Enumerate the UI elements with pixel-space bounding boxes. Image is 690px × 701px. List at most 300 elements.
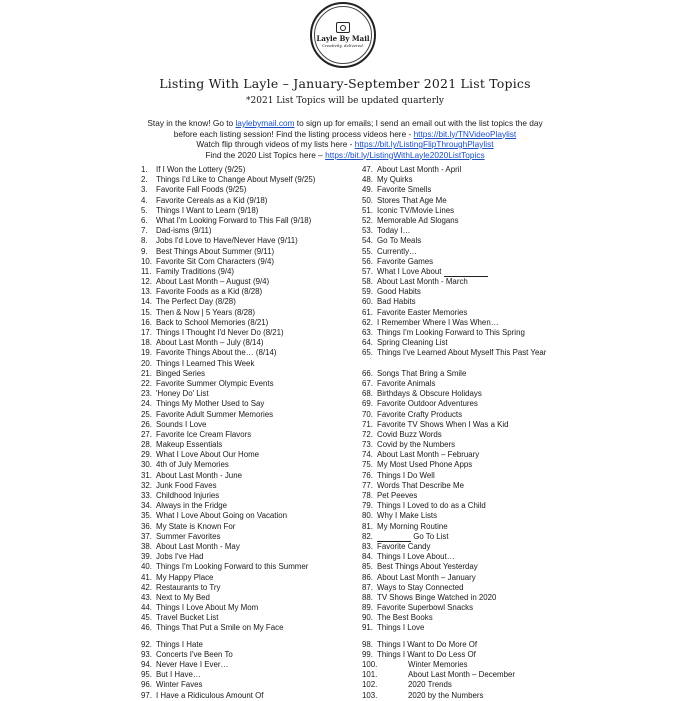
process-videos-link[interactable]: https://bit.ly/TNVideoPlaylist [413,128,517,139]
list-item [362,522,577,532]
list-item-number: 37. [141,531,152,541]
list-item-number: 63. [362,328,373,337]
list-item-number: 54. [362,236,373,246]
list-item-number: 88. [362,592,373,602]
list-item-number: 67. [362,378,373,388]
list-item [362,623,577,633]
list-item-number: 68. [362,389,373,399]
list-item-text: 'Honey Do' List [156,389,209,399]
flip-through-link[interactable]: https://bit.ly/ListingFlipThroughPlaylist [354,139,494,149]
list-item [141,603,356,613]
list-item-text: Bad Habits [377,297,416,307]
list-item-text: 4th of July Memories [156,460,229,470]
list-item [362,247,577,257]
list-item [362,650,577,660]
list-item [362,410,577,420]
list-item [141,542,356,552]
list-item-text-wrap [156,573,356,583]
list-item-text-wrap [377,583,577,593]
list-item-text: I Remember Where I Was When… [377,317,499,327]
list-item-text-wrap [377,511,577,521]
list-item-number: 59. [362,287,373,297]
list-item-text: About Last Month - March [377,277,468,287]
list-item [362,691,577,701]
logo-ring [314,6,372,64]
list-item [362,318,577,328]
list-item-number: 34. [141,501,152,511]
list-item-text-wrap [377,236,577,246]
list-item [362,185,577,195]
list-item-number: 90. [362,613,373,623]
list-item-number: 53. [362,226,373,236]
list-item-number: 64. [362,338,373,348]
list-item-text: Never Have I Ever… [156,660,229,669]
list-item-number: 82. [362,531,373,541]
list-item-number: 57. [362,266,373,276]
list-item-number: 74. [362,450,373,460]
list-item-text: Favorite Games [377,256,434,266]
list-item-text-wrap [156,328,356,338]
list-item-text: Concerts I've Been To [156,649,233,659]
list-item-number: 38. [141,541,152,551]
list-item-text: Winter Faves [156,680,203,690]
list-item-text: Favorite Fall Foods (9/25) [156,185,247,195]
intro-text-1b: to sign up for emails; I send an email out with the list topics the day [294,118,543,128]
intro-text-4a: Find the 2020 List Topics here – [205,149,326,160]
list-item-text: About Last Month - May [156,541,240,551]
list-item [362,670,577,680]
list-item-text: Iconic TV/Movie Lines [377,205,455,215]
list-item-number: 48. [362,175,373,185]
list-item [362,552,577,562]
list-item [362,440,577,450]
list-item-text-wrap [377,562,577,572]
list-item-text: Things I Want to Do More Of [377,639,478,649]
list-item-text: Covid Buzz Words [377,429,442,439]
list-item-text-wrap [377,206,577,216]
list-item-number: 42. [141,582,152,592]
list-item [141,196,356,206]
list-item-text: Things I'd Like to Change About Myself (9/25) [156,175,316,185]
list-item [362,481,577,491]
list-item [362,491,577,501]
list-item-text-wrap [377,297,577,307]
list-item [362,206,577,216]
list-item-text: Favorite Outdoor Adventures [377,399,478,409]
list-item-text-wrap [156,640,356,650]
list-item [141,481,356,491]
list-item-text-wrap [377,287,577,297]
list-item-text: Ways to Stay Connected [377,582,464,592]
list-item-text: Things I've Learned About Myself This Past Year [377,348,547,358]
list-item-number: 40. [141,562,152,572]
list-item-text-wrap [377,552,577,562]
list-item-text: Things I Loved to do as a Child [377,501,486,511]
list-item-number: 46. [141,623,152,633]
list-item-number: 71. [362,419,373,429]
list-item-number: 66. [362,368,373,378]
list-item [141,623,356,633]
list-item-text: Back to School Memories (8/21) [156,317,269,327]
list-item-text-wrap [377,410,577,420]
list-item-number: 84. [362,552,373,562]
list-item-number: 69. [362,399,373,409]
list-item-text: Go To List [411,531,449,541]
list-item-text-wrap [377,420,577,430]
intro-line-4 [0,150,690,161]
list-item-number: 77. [362,480,373,490]
list-item-text-wrap [156,338,356,348]
list-item-text-wrap [156,348,356,358]
list-item-text: Songs That Bring a Smile [377,368,467,378]
list-item [362,613,577,623]
list-item [141,670,356,680]
list-item-text-wrap [156,691,356,701]
list-item-text-wrap [156,379,356,389]
list-item-number: 89. [362,603,373,613]
list-item [141,318,356,328]
list-item [141,267,356,277]
list-item [141,185,356,195]
list-item-text: The Perfect Day (8/28) [156,297,236,307]
list-item-number: 52. [362,215,373,225]
list-item-number: 7. [141,226,148,236]
list-item-number: 2. [141,175,148,185]
list-item-number: 95. [141,670,152,680]
list-item-number: 9. [141,246,148,256]
list-item-text-wrap [156,491,356,501]
list-item-text: Winter Memories [408,660,468,670]
camera-icon [336,22,350,33]
list-item-text-wrap [377,650,577,660]
list-item-text-wrap [156,481,356,491]
list-item-text: If I Won the Lottery (9/25) [156,165,246,174]
list-item-text: Best Things About Yesterday [377,562,478,572]
list-item-number: 97. [141,690,152,700]
list-item-text-wrap [377,348,577,368]
list-item-number: 22. [141,378,152,388]
list-item-number: 33. [141,491,152,500]
list-item-number: 65. [362,348,373,358]
list-item-text-wrap [156,450,356,460]
list-item [141,389,356,399]
list-item [141,640,356,650]
list-item-text-wrap [377,430,577,440]
list-item [141,247,356,257]
list-item [362,175,577,185]
list-item-text-wrap [377,175,577,185]
list-item-text-wrap [377,440,577,450]
list-item [141,165,356,175]
list-item-text-wrap [156,532,356,542]
list-item [141,593,356,603]
list-item-text: Binged Series [156,368,206,378]
list-item-text-wrap [156,593,356,603]
list-item-text: Things I Love About… [377,552,455,562]
list-item-number: 99. [362,649,373,659]
list-item-text-wrap [156,430,356,440]
list-item [362,450,577,460]
list-item-text-wrap [377,165,577,175]
list-item-text: About Last Month - April [377,165,462,174]
list-item-text-wrap [377,185,577,195]
list-item-number: 27. [141,429,152,439]
list-item-number: 49. [362,185,373,195]
list-item-text: Favorite TV Shows When I Was a Kid [377,419,509,429]
list-item-number: 61. [362,307,373,317]
list-item [362,389,577,399]
list-item-text-wrap [156,175,356,185]
list-item-number: 25. [141,409,152,419]
list-item-number: 72. [362,429,373,439]
list-item-text: Stores That Age Me [377,195,447,205]
list-item-number: 80. [362,511,373,521]
list-item-number: 56. [362,256,373,266]
list-item-number: 28. [141,440,152,450]
list-item-text: About Last Month – December [408,670,516,680]
list-item-number: 103. [362,690,378,700]
list-item-text-wrap [156,369,356,379]
list-item-text-wrap [156,399,356,409]
list-item-text-wrap [156,277,356,287]
list-item-text: My Morning Routine [377,521,448,531]
list-item-number: 5. [141,205,148,215]
list-item-number: 29. [141,450,152,460]
list-item [362,236,577,246]
list-item-number: 4. [141,195,148,205]
list-item [362,532,577,542]
list-item-text-wrap [156,460,356,470]
list-item-text-wrap [156,511,356,521]
list-item [141,338,356,348]
list-item [141,573,356,583]
list-item-number: 85. [362,562,373,572]
list-item-text: About Last Month - June [156,470,242,480]
list-item-text: Things I Want to Learn (9/18) [156,205,259,215]
list-item-text: Things I Learned This Week [156,358,255,368]
list-item-text: About Last Month – February [377,450,480,460]
list-item [362,562,577,572]
list-item-text: Sounds I Love [156,419,207,429]
list-item-number: 3. [141,185,148,195]
list-item [141,297,356,307]
list-item-text-wrap [156,216,356,226]
list-item-text-wrap [156,287,356,297]
list-item-number: 83. [362,541,373,551]
list-item-number: 11. [141,266,152,276]
list-item-text-wrap [377,460,577,470]
list-item-number: 39. [141,552,152,562]
list-item-text-wrap [377,318,577,328]
list-item-number: 8. [141,236,148,246]
list-item-text: Favorite Foods as a Kid (8/28) [156,287,263,297]
list-item [362,471,577,481]
list-item-text-wrap [408,660,577,670]
list-item-text: I Have a Ridiculous Amount Of [156,690,264,700]
list-item-number: 101. [362,670,378,680]
list-item-text: Things I'm Looking Forward to This Spring [377,328,525,337]
list-item-text-wrap [377,573,577,583]
list-item [362,369,577,379]
list-item-number: 47. [362,165,373,174]
list-item-text-wrap [377,247,577,257]
list-item-text-wrap [156,359,356,369]
list-item [362,348,577,368]
intro-line-2 [0,129,690,140]
list-item-text-wrap [156,389,356,399]
topic-list-left [141,165,356,701]
list-item [362,460,577,470]
list-item-number: 100. [362,660,378,670]
list-item [141,460,356,470]
website-link[interactable]: laylebymail.com [235,118,295,128]
list-item [141,369,356,379]
list-item [141,450,356,460]
list-item-text-wrap [377,369,577,379]
list-item-number: 60. [362,297,373,307]
list-item-text-wrap [156,440,356,450]
list-item [362,216,577,226]
list-item-number: 79. [362,501,373,511]
list-item-text-wrap [377,267,577,277]
list-item-number: 102. [362,680,378,690]
list-item [362,165,577,175]
list-item [141,379,356,389]
list-item-text: Best Things About Summer (9/11) [156,246,275,256]
list-item-text: Makeup Essentials [156,440,223,450]
list-item-text-wrap [156,196,356,206]
list-item-number: 14. [141,297,152,307]
list-item-text-wrap [408,691,577,701]
intro-line-1 [0,118,690,129]
topics-2020-link[interactable]: https://bit.ly/ListingWithLayle2020ListTopics [325,149,485,160]
list-item-text-wrap [377,257,577,267]
list-item-text-wrap [156,562,356,572]
list-item-text-wrap [377,603,577,613]
list-item [141,471,356,481]
list-item-text: Things That Put a Smile on My Face [156,623,284,633]
list-item-text-wrap [156,410,356,420]
list-item-text: Pet Peeves [377,491,418,501]
list-item-text-wrap [156,257,356,267]
list-item-number: 96. [141,680,152,690]
list-item-text: Favorite Smells [377,185,432,195]
list-item-text: Always in the Fridge [156,501,228,511]
list-item [362,226,577,236]
list-item-text: My Happy Place [156,572,214,582]
list-item-text: About Last Month – August (9/4) [156,277,270,287]
list-item [141,613,356,623]
list-item [362,257,577,267]
list-item-number: 86. [362,572,373,582]
list-item-text: Favorite Animals [377,378,436,388]
list-item-text: Junk Food Faves [156,480,217,490]
list-item [141,501,356,511]
list-item-text: Covid by the Numbers [377,440,456,450]
list-item-number: 55. [362,246,373,256]
intro-text-1a: Stay in the know! Go to [147,118,236,128]
list-item-text-wrap [156,236,356,246]
list-item-number: 6. [141,215,148,225]
list-item [141,308,356,318]
list-item-text: The Best Books [377,613,433,623]
list-item-number: 62. [362,317,373,327]
list-item-text-wrap [377,450,577,460]
list-item-number: 91. [362,623,373,633]
list-item-text: Jobs I've Had [156,552,204,562]
list-item-text-wrap [377,389,577,399]
list-item-text-wrap [377,338,577,348]
list-item-text-wrap [156,552,356,562]
list-item-number: 75. [362,460,373,470]
list-item [362,328,577,338]
list-item-text: Good Habits [377,287,421,297]
list-item-number: 26. [141,419,152,429]
list-item-text: Things I Love About My Mom [156,603,259,613]
list-item [362,573,577,583]
list-item-text: Favorite Superbowl Snacks [377,603,474,613]
list-item [362,603,577,613]
list-item-number: 76. [362,470,373,480]
list-item-text: Things I'm Looking Forward to this Summer [156,562,309,572]
list-item-text-wrap [156,318,356,328]
list-item-text: Dad-isms (9/11) [156,226,212,236]
list-item-number: 51. [362,205,373,215]
list-item-text: What I Love About Going on Vacation [156,511,288,521]
list-item-number: 1. [141,165,148,174]
list-item-text-wrap [377,216,577,226]
list-item [362,593,577,603]
list-item-text-wrap [377,491,577,501]
list-item-text: Next to My Bed [156,592,210,602]
list-item [141,660,356,670]
list-item-text: Things I Thought I'd Never Do (8/21) [156,328,284,337]
list-item-number: 12. [141,277,152,287]
list-item-text: Things I Want to Do Less Of [377,649,476,659]
list-item [141,522,356,532]
list-item-text: TV Shows Binge Watched in 2020 [377,592,497,602]
list-item-text-wrap [156,501,356,511]
list-item [141,511,356,521]
list-item-text: Spring Cleaning List [377,338,448,348]
list-item-number: 35. [141,511,152,521]
list-item-number: 70. [362,409,373,419]
brand-logo [310,2,376,68]
list-item [141,552,356,562]
list-item-number: 41. [141,572,152,582]
list-item-number: 94. [141,660,152,669]
list-item-text-wrap [408,670,577,680]
list-item-text: Birthdays & Obscure Holidays [377,389,482,399]
list-item-text-wrap [377,501,577,511]
list-item [362,338,577,348]
list-item-text: Travel Bucket List [156,613,219,623]
list-item [141,532,356,542]
list-item [362,542,577,552]
list-item [141,175,356,185]
list-item-text: Favorite Ice Cream Flavors [156,429,252,439]
list-item [141,420,356,430]
list-item [141,216,356,226]
list-item-text: Favorite Crafty Products [377,409,463,419]
list-item [362,583,577,593]
list-item [362,430,577,440]
logo-name: Layle By Mail [316,34,370,43]
list-item [141,287,356,297]
list-item-text-wrap [377,542,577,552]
list-item-number: 17. [141,328,152,337]
list-item-number: 20. [141,358,152,368]
